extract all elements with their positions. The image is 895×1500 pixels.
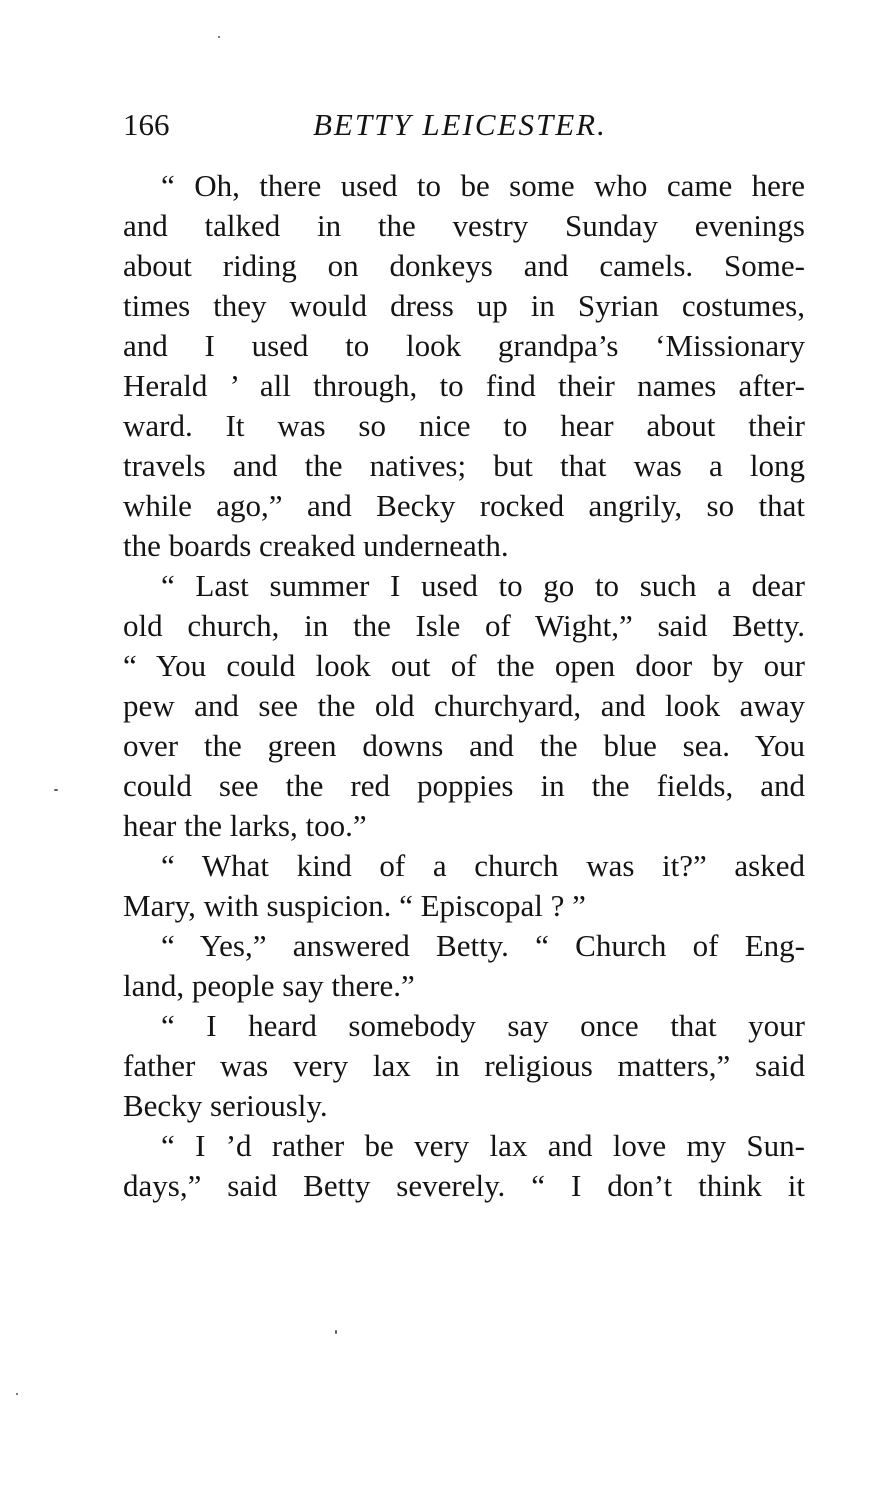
text-line: “ Last summer I used to go to such a dear	[161, 568, 805, 603]
running-title: BETTY LEICESTER.	[313, 107, 607, 142]
page-header	[123, 105, 805, 145]
text-line: about riding on donkeys and camels. Some-	[123, 248, 805, 283]
text-line: Mary, with suspicion. “ Episcopal ? ”	[123, 888, 586, 923]
text-line: “ I ’d rather be very lax and love my Sun-	[161, 1128, 805, 1163]
scan-speck	[335, 1330, 337, 1334]
text-line: over the green downs and the blue sea. You	[123, 728, 805, 763]
text-line: Becky seriously.	[123, 1088, 328, 1123]
text-line: and I used to look grandpa’s ‘Missionary	[123, 328, 805, 363]
scan-speck	[16, 1393, 18, 1395]
text-line: hear the larks, too.”	[123, 808, 367, 843]
text-line: times they would dress up in Syrian costumes,	[123, 288, 805, 323]
text-line: “ You could look out of the open door by our	[123, 648, 805, 683]
text-line: “ I heard somebody say once that your	[161, 1008, 805, 1043]
text-line: and talked in the vestry Sunday evenings	[123, 208, 805, 243]
text-line: “ What kind of a church was it?” asked	[161, 848, 805, 883]
text-line: “ Yes,” answered Betty. “ Church of Eng-	[161, 928, 805, 963]
text-line: Herald ’ all through, to find their names after-	[123, 368, 805, 403]
text-line: while ago,” and Becky rocked angrily, so that	[123, 488, 805, 523]
text-line: travels and the natives; but that was a long	[123, 448, 805, 483]
text-line: the boards creaked underneath.	[123, 528, 509, 563]
text-line: days,” said Betty severely. “ I don’t think it	[123, 1168, 805, 1203]
text-line: pew and see the old churchyard, and look away	[123, 688, 805, 723]
text-line: could see the red poppies in the fields, and	[123, 768, 805, 803]
scan-speck	[218, 36, 220, 38]
text-line: land, people say there.”	[123, 968, 415, 1003]
page-number: 166	[123, 107, 170, 142]
text-line: father was very lax in religious matters,” said	[123, 1048, 805, 1083]
text-line: old church, in the Isle of Wight,” said Betty.	[123, 608, 805, 643]
scan-speck	[54, 789, 58, 791]
body-text	[123, 166, 805, 1206]
text-line: ward. It was so nice to hear about their	[123, 408, 805, 443]
text-line: “ Oh, there used to be some who came here	[161, 168, 805, 203]
